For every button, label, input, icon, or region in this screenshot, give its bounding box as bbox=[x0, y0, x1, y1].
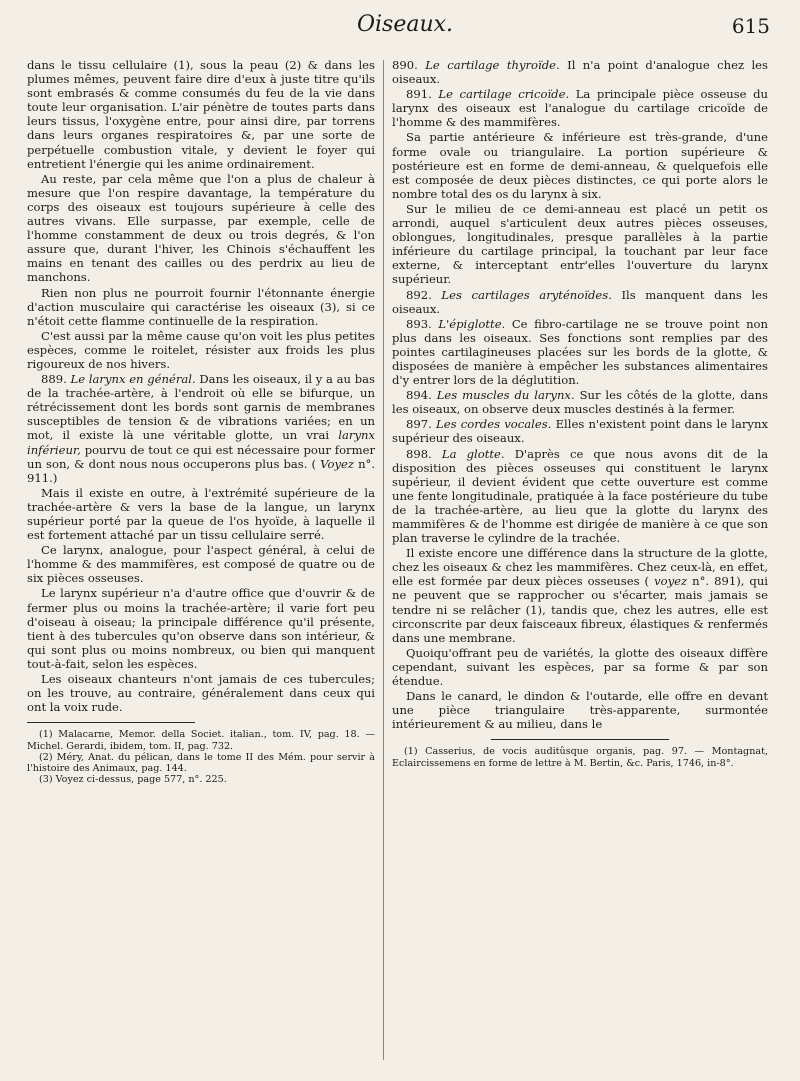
section-text: Elles n'existent point dans le larynx supérieur des oiseaux. bbox=[392, 417, 768, 446]
page-number: 615 bbox=[731, 14, 770, 38]
footnote-divider bbox=[27, 722, 195, 723]
paragraph: Mais il existe en outre, à l'extrémité supérieure de la trachée-artère & vers la base de la langue, un larynx supérieur porté par la queue de l'os hyoïde, à laquelle il est fortement attaché par un tissu cellulaire serré. bbox=[27, 485, 375, 543]
section-898 bbox=[392, 447, 768, 546]
cross-reference: voyez bbox=[654, 574, 688, 589]
section-title: Le larynx en général. bbox=[70, 372, 196, 387]
section-title: Les cartilages aryténoïdes. bbox=[441, 287, 612, 302]
section-text: Ce fibro-cartilage ne se trouve point non plus dans les oiseaux. Ses fonctions sont remplies par des pointes cartilagineuses placées sur les bords de la glotte, & disposées de manière à empêcher les substances alimentaires d'y entrer lors de la déglutition. bbox=[392, 316, 769, 388]
right-column bbox=[392, 58, 768, 769]
section-text: La principale pièce osseuse du larynx des oiseaux est l'analogue du cartilage cricoïde de l'homme & des mammifères. bbox=[392, 87, 768, 130]
paragraph: Quoiqu'offrant peu de variétés, la glotte des oiseaux diffère cependant, suivant les espèces, par sa forme & par son étendue. bbox=[392, 645, 768, 689]
footnote: (2) Méry, Anat. du pélican, dans le tome II des Mém. pour servir à l'histoire des Animaux, pag. 144. bbox=[27, 751, 375, 774]
section-text: Ils manquent dans les oiseaux. bbox=[392, 287, 768, 316]
footnotes bbox=[27, 729, 375, 785]
paragraph: Au reste, par cela même que l'on a plus de chaleur à mesure que l'on respire davantage, la température du corps des oiseaux est toujours supérieure à celle des autres vivans. Elle surpasse, par exemple, celle de l'homme constamment de deux ou trois degrés, & l'on assure que, durant l'hiver, les Chinois s'échauffent les mains en tenant des cailles ou des perdrix au lieu de manchons. bbox=[27, 171, 375, 285]
section-893 bbox=[392, 317, 768, 387]
section-text: Il n'a point d'analogue chez les oiseaux. bbox=[392, 58, 768, 87]
section-891 bbox=[392, 87, 768, 129]
section-title: Le cartilage thyroïde. bbox=[425, 58, 560, 72]
section-number: 892. bbox=[406, 287, 432, 302]
section-number: 894. bbox=[406, 388, 432, 403]
left-column bbox=[27, 58, 375, 785]
paragraph bbox=[392, 546, 768, 645]
footnote: (3) Voyez ci-dessus, page 577, n°. 225. bbox=[39, 774, 227, 786]
running-title: Oiseaux. bbox=[356, 12, 454, 37]
paragraph: Les oiseaux chanteurs n'ont jamais de ces tubercules; on les trouve, au contraire, généralement dans ceux qui ont la voix rude. bbox=[27, 672, 375, 715]
section-title: Les muscles du larynx. bbox=[436, 388, 575, 403]
section-889 bbox=[27, 372, 375, 485]
section-title: Le cartilage cricoïde. bbox=[438, 87, 570, 102]
paragraph: Sa partie antérieure & inférieure est très-grande, d'une forme ovale ou triangulaire. La portion supérieure & postérieure est en forme de demi-anneau, & quelquefois elle est composée de deux pièces distinctes, ce qui porte alors le nombre total des os du larynx à six. bbox=[392, 130, 768, 201]
page-header bbox=[40, 12, 770, 42]
section-number: 891. bbox=[406, 87, 432, 102]
section-italic: larynx inférieur, bbox=[27, 428, 376, 457]
section-title: Les cordes vocales. bbox=[436, 417, 552, 432]
paragraph: C'est aussi par la même cause qu'on voit les plus petites espèces, comme le roitelet, résister aux froids les plus rigoureux de nos hivers. bbox=[27, 328, 375, 371]
section-897 bbox=[392, 417, 768, 445]
section-number: 889. bbox=[41, 372, 67, 387]
section-number: 890. bbox=[392, 58, 418, 72]
section-890 bbox=[392, 58, 768, 86]
section-number: 893. bbox=[406, 316, 432, 331]
section-number: 897. bbox=[406, 417, 432, 432]
section-text: Dans les oiseaux, il y a au bas de la trachée-artère, à l'endroit où elle se bifurque, un rétrécissement dont les bords sont garnis de membranes susceptibles de tension & de vibrations variées; en un mot, il existe là une véritable glotte, un vrai bbox=[27, 372, 376, 443]
section-text: D'après ce que nous avons dit de la disposition des pièces osseuses qui constituent le larynx supérieur, il devient évident que cette ouverture est comme une fente longitudinale, pratiquée à la face postérieure du tube de la trachée-artère, au lieu que la glotte du larynx des mammifères & de l'homme est dirigée de manière à ce que son plan traverse le cylindre de la trachée. bbox=[392, 446, 769, 546]
paragraph: Rien non plus ne pourroit fournir l'étonnante énergie d'action musculaire qui caractérise les oiseaux (3), si ce n'étoit cette flamme continuelle de la respiration. bbox=[27, 285, 375, 328]
section-text: pourvu de tout ce qui est nécessaire pour former un son, & dont nous nous occuperons plus bas. ( bbox=[27, 442, 375, 471]
section-894 bbox=[392, 388, 768, 416]
paragraph: Ce larynx, analogue, pour l'aspect général, à celui de l'homme & des mammifères, est composé de quatre ou de six pièces osseuses. bbox=[27, 543, 375, 586]
cross-reference: Voyez bbox=[320, 456, 354, 471]
paragraph: Le larynx supérieur n'a d'autre office que d'ouvrir & de fermer plus ou moins la trachée-artère; il varie fort peu d'oiseau à oiseau; la principale différence qu'il présente, tient à des tubercules qu'on observe dans son intérieur, & qui sont plus ou moins nombreux, ou bien qui manquent tout-à-fait, selon les espèces. bbox=[27, 586, 375, 671]
section-number: 898. bbox=[406, 446, 432, 461]
section-title: L'épiglotte. bbox=[438, 316, 506, 331]
paragraph-text: n°. 891), qui ne peuvent que se rapprocher ou s'écarter, mais jamais se tendre ni se relâcher (1), tandis que, chez les autres, elle est circonscrite par deux faisceaux fibreux, élastiques & renfermés dans une membrane. bbox=[392, 574, 768, 645]
section-892 bbox=[392, 288, 768, 316]
footnote-divider bbox=[491, 739, 669, 740]
footnotes bbox=[392, 746, 768, 768]
paragraph: Sur le milieu de ce demi-anneau est placé un petit os arrondi, auquel s'articulent deux autres pièces osseuses, oblongues, longitudinales, presque parallèles à la partie inférieure du cartilage principal, la touchant par leur face externe, & interceptant entr'elles l'ouverture du larynx supérieur. bbox=[392, 201, 768, 287]
section-title: La glotte. bbox=[441, 446, 505, 461]
paragraph: dans le tissu cellulaire (1), sous la peau (2) & dans les plumes mêmes, peuvent faire dire d'eux à juste titre qu'ils sont embrasés & comme consumés du feu de la vie dans toute leur organisation. L'air pénètre de toutes parts dans leurs tissus, l'oxygène entre, pour ainsi dire, par torrens dans leurs organes respiratoires &, par une sorte de perpétuelle combustion vitale, y devient le foyer qui entretient l'énergie qui les anime ordinairement. bbox=[27, 58, 375, 171]
paragraph: Dans le canard, le dindon & l'outarde, elle offre en devant une pièce triangulaire très-apparente, surmontée intérieurement & au milieu, dans le bbox=[392, 689, 768, 732]
section-text: n°. 911.) bbox=[27, 456, 376, 485]
column-divider bbox=[383, 60, 384, 1060]
paragraph-text: Il existe encore une différence dans la structure de la glotte, chez les oiseaux & chez les mammifères. Chez ceux-là, en effet, elle est formée par deux pièces osseuses ( bbox=[392, 546, 768, 589]
section-text: Sur les côtés de la glotte, dans les oiseaux, on observe deux muscles destinés à la fermer. bbox=[392, 388, 769, 417]
footnote: (1) Casserius, de vocis auditûsque organis, pag. 97. — Montagnat, Eclaircissemens en forme de lettre à M. Bertin, &c. Paris, 1746, in-8°. bbox=[392, 746, 768, 769]
footnote: (1) Malacarne, Memor. della Societ. italian., tom. IV, pag. 18. — Michel. Gerardi, ibidem, tom. II, pag. 732. bbox=[27, 729, 375, 752]
